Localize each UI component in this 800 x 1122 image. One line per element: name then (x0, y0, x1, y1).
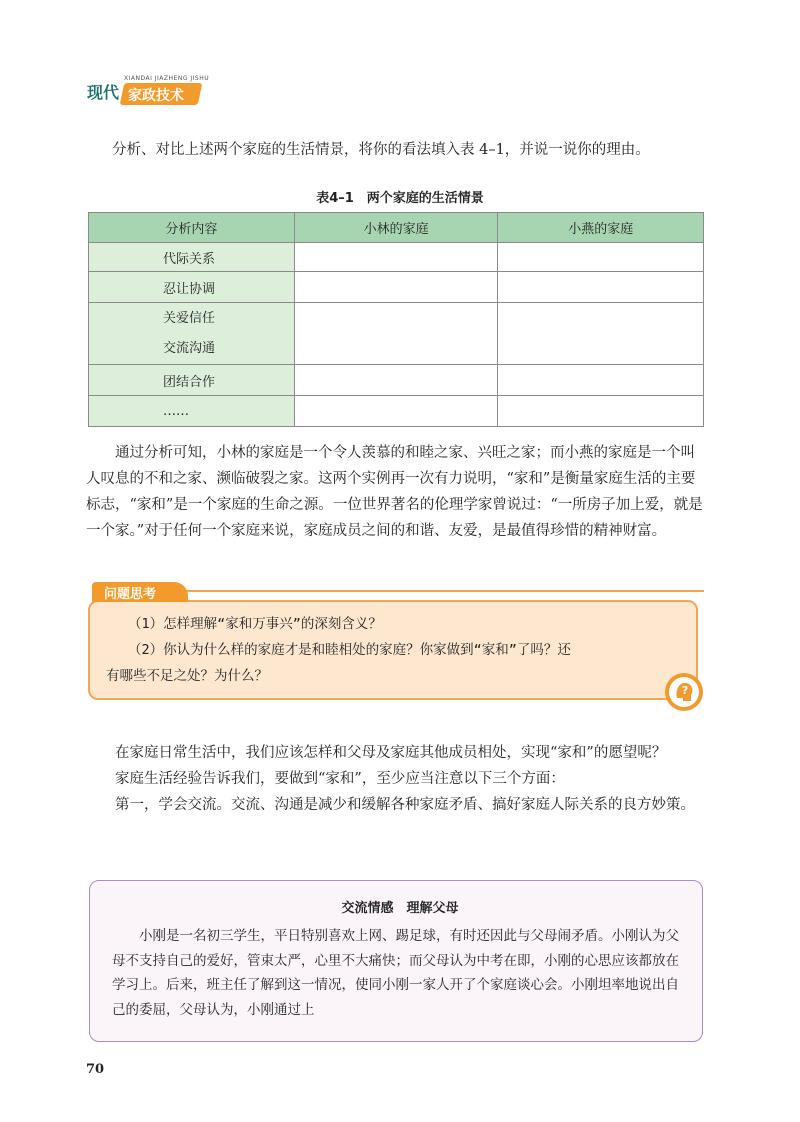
row-label: 忍让协调 (89, 272, 295, 303)
table-caption: 表4–1 两个家庭的生活情景 (316, 191, 484, 206)
logo-pinyin: XIANDAI JIAZHENG JISHU (124, 75, 210, 82)
body-section (86, 740, 706, 818)
table-cell (294, 243, 498, 272)
paragraph-text: 通过分析可知，小林的家庭是一个令人羡慕的和睦之家、兴旺之家；而小燕的家庭是一个叫人叹息的不和之家、濒临破裂之家。这两个实例再一次有力说明，“家和”是衡量家庭生活的主要标志，“家和”是一个家庭的生命之源。一位世界著名的伦理学家曾说过：“一所房子加上爱，就是一个家。”对于任何一个家庭来说，家庭成员之间的和谐、友爱，是最值得珍惜的精神财富。 (86, 445, 703, 539)
story-body (112, 924, 682, 1022)
body-paragraph: 家庭生活经验告诉我们，要做到“家和”，至少应当注意以下三个方面： (115, 771, 565, 787)
table-row (89, 303, 704, 365)
table-header-row (89, 213, 704, 243)
question-2-cont: 有哪些不足之处？为什么？ (106, 668, 268, 684)
table-header: 小燕的家庭 (498, 213, 704, 243)
logo-sub: 家政技术 (128, 88, 184, 104)
table-cell (498, 303, 704, 365)
row-label: …… (89, 396, 295, 427)
table-header: 小林的家庭 (294, 213, 498, 243)
table-row (89, 365, 704, 396)
logo-main: 现代 (87, 83, 120, 102)
table-cell (498, 243, 704, 272)
question-2: （2）你认为什么样的家庭才是和睦相处的家庭？你家做到“家和”了吗？还 (128, 642, 571, 658)
thinking-tab-label: 问题思考 (104, 587, 157, 602)
row-label-group (89, 303, 295, 365)
table-cell (498, 396, 704, 427)
question-1: （1）怎样理解“家和万事兴”的深刻含义？ (128, 616, 382, 632)
table-cell (294, 272, 498, 303)
row-label: 交流沟通 (163, 340, 216, 356)
story-title: 交流情感 理解父母 (341, 901, 459, 916)
row-label: 团结合作 (89, 365, 295, 396)
svg-text:?: ? (681, 684, 689, 697)
story-paragraph: 小刚是一名初三学生，平日特别喜欢上网、踢足球，有时还因此与父母闹矛盾。小刚认为父母不支持自己的爱好，管束太严，心里不大痛快；而父母认为中考在即，小刚的心思应该都放在学习上。后来，班主任了解到这一情况，使同小刚一家人开了个家庭谈心会。小刚坦率地说出自己的委屈，父母认为，小刚通过上 (112, 928, 679, 1018)
row-label: 关爱信任 (163, 310, 216, 326)
table-header: 分析内容 (89, 213, 295, 243)
table-cell (294, 365, 498, 396)
head-question-icon (664, 672, 704, 712)
body-paragraph: 在家庭日常生活中，我们应该怎样和父母及家庭其他成员相处，实现“家和”的愿望呢？ (115, 745, 667, 761)
table-cell (498, 365, 704, 396)
table-row (89, 396, 704, 427)
table-cell (498, 272, 704, 303)
table-row (89, 243, 704, 272)
analysis-paragraph (86, 440, 706, 544)
body-paragraph: 第一，学会交流。交流、沟通是减少和缓解各种家庭矛盾、搞好家庭人际关系的良方妙策。 (115, 797, 695, 813)
table-cell (294, 303, 498, 365)
analysis-table (88, 212, 704, 427)
row-label: 代际关系 (89, 243, 295, 272)
page-number: 70 (86, 1062, 105, 1077)
table-row (89, 272, 704, 303)
intro-text: 分析、对比上述两个家庭的生活情景，将你的看法填入表 4–1，并说一说你的理由。 (112, 142, 650, 158)
table-cell (294, 396, 498, 427)
